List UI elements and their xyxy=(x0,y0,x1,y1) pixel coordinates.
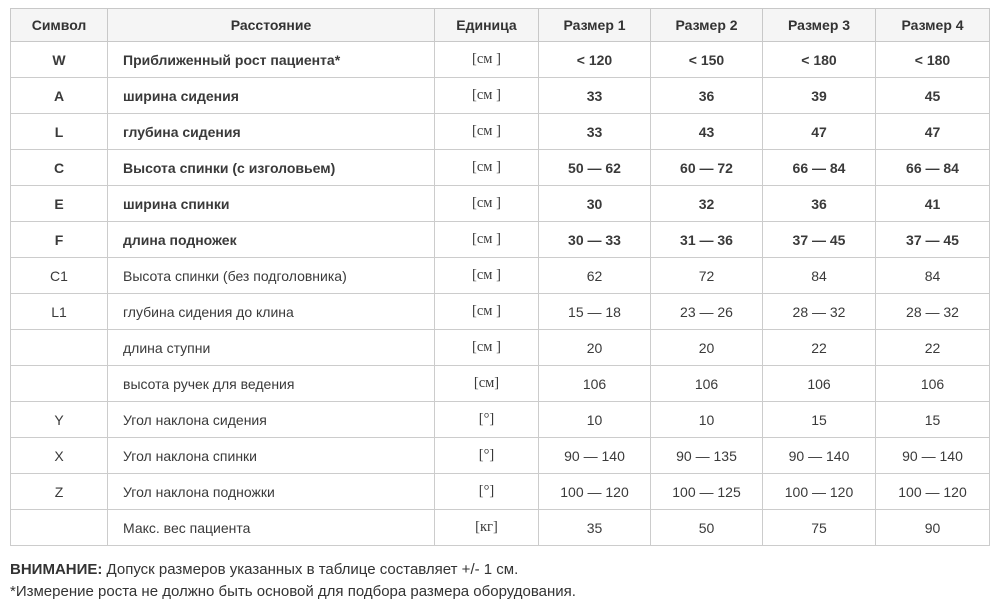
size-4-value-cell: 100 — 120 xyxy=(876,474,990,510)
distance-cell: Угол наклона подножки xyxy=(108,474,435,510)
table-body xyxy=(11,42,990,546)
size-1-value-cell: 106 xyxy=(539,366,651,402)
size-4-value-cell: 90 xyxy=(876,510,990,546)
distance-cell: ширина сидения xyxy=(108,78,435,114)
size-2-value-cell: 72 xyxy=(651,258,763,294)
column-header-symbol: Символ xyxy=(11,9,108,42)
distance-cell: Приближенный рост пациента* xyxy=(108,42,435,78)
column-header-size-3: Размер 3 xyxy=(763,9,876,42)
size-4-value-cell: 90 — 140 xyxy=(876,438,990,474)
table-row xyxy=(11,402,990,438)
column-header-distance: Расстояние xyxy=(108,9,435,42)
size-3-value-cell: < 180 xyxy=(763,42,876,78)
distance-cell: Угол наклона сидения xyxy=(108,402,435,438)
size-4-value-cell: 15 xyxy=(876,402,990,438)
table-row xyxy=(11,366,990,402)
size-2-value-cell: 90 — 135 xyxy=(651,438,763,474)
table-row xyxy=(11,438,990,474)
table-row xyxy=(11,330,990,366)
size-2-value-cell: 31 — 36 xyxy=(651,222,763,258)
size-1-value-cell: 20 xyxy=(539,330,651,366)
size-1-value-cell: 90 — 140 xyxy=(539,438,651,474)
size-3-value-cell: 36 xyxy=(763,186,876,222)
size-3-value-cell: 66 — 84 xyxy=(763,150,876,186)
distance-cell: глубина сидения xyxy=(108,114,435,150)
distance-cell: длина ступни xyxy=(108,330,435,366)
unit-cell: [см ] xyxy=(435,294,539,330)
size-2-value-cell: 106 xyxy=(651,366,763,402)
distance-cell: длина подножек xyxy=(108,222,435,258)
size-1-value-cell: 33 xyxy=(539,78,651,114)
size-1-value-cell: 10 xyxy=(539,402,651,438)
unit-cell: [см ] xyxy=(435,114,539,150)
symbol-cell: C1 xyxy=(11,258,108,294)
size-2-value-cell: 20 xyxy=(651,330,763,366)
unit-cell: [см ] xyxy=(435,222,539,258)
symbol-cell: F xyxy=(11,222,108,258)
size-4-value-cell: 84 xyxy=(876,258,990,294)
symbol-cell xyxy=(11,510,108,546)
note-line: *Измерение роста не должно быть основой для подбора размера оборудования. xyxy=(10,583,576,600)
warning-text: Допуск размеров указанных в таблице составляет +/- 1 см. xyxy=(102,561,519,578)
table-header-row xyxy=(11,9,990,42)
warning-line xyxy=(10,559,996,581)
unit-cell: [см ] xyxy=(435,78,539,114)
table-row xyxy=(11,42,990,78)
size-3-value-cell: 28 — 32 xyxy=(763,294,876,330)
size-4-value-cell: 45 xyxy=(876,78,990,114)
size-2-value-cell: 100 — 125 xyxy=(651,474,763,510)
size-2-value-cell: 50 xyxy=(651,510,763,546)
size-3-value-cell: 90 — 140 xyxy=(763,438,876,474)
size-2-value-cell: 32 xyxy=(651,186,763,222)
size-1-value-cell: 30 — 33 xyxy=(539,222,651,258)
unit-cell: [см ] xyxy=(435,186,539,222)
size-2-value-cell: 60 — 72 xyxy=(651,150,763,186)
table-row xyxy=(11,150,990,186)
unit-cell: [°] xyxy=(435,402,539,438)
size-3-value-cell: 15 xyxy=(763,402,876,438)
unit-cell: [кг] xyxy=(435,510,539,546)
size-1-value-cell: 30 xyxy=(539,186,651,222)
footnotes xyxy=(10,559,996,603)
size-4-value-cell: 22 xyxy=(876,330,990,366)
table-row xyxy=(11,78,990,114)
symbol-cell: L xyxy=(11,114,108,150)
size-4-value-cell: 37 — 45 xyxy=(876,222,990,258)
size-1-value-cell: 15 — 18 xyxy=(539,294,651,330)
size-3-value-cell: 84 xyxy=(763,258,876,294)
unit-cell: [см] xyxy=(435,366,539,402)
size-4-value-cell: < 180 xyxy=(876,42,990,78)
table-row xyxy=(11,258,990,294)
symbol-cell: X xyxy=(11,438,108,474)
column-header-size-2: Размер 2 xyxy=(651,9,763,42)
size-3-value-cell: 75 xyxy=(763,510,876,546)
table-row xyxy=(11,510,990,546)
symbol-cell xyxy=(11,366,108,402)
size-3-value-cell: 39 xyxy=(763,78,876,114)
table-row xyxy=(11,474,990,510)
size-4-value-cell: 28 — 32 xyxy=(876,294,990,330)
size-table xyxy=(10,8,990,546)
column-header-size-4: Размер 4 xyxy=(876,9,990,42)
size-1-value-cell: 50 — 62 xyxy=(539,150,651,186)
distance-cell: высота ручек для ведения xyxy=(108,366,435,402)
size-4-value-cell: 66 — 84 xyxy=(876,150,990,186)
size-3-value-cell: 100 — 120 xyxy=(763,474,876,510)
size-3-value-cell: 106 xyxy=(763,366,876,402)
size-4-value-cell: 41 xyxy=(876,186,990,222)
size-1-value-cell: 35 xyxy=(539,510,651,546)
size-2-value-cell: 10 xyxy=(651,402,763,438)
table-row xyxy=(11,294,990,330)
size-2-value-cell: < 150 xyxy=(651,42,763,78)
distance-cell: Высота спинки (без подголовника) xyxy=(108,258,435,294)
symbol-cell: A xyxy=(11,78,108,114)
warning-label: ВНИМАНИЕ: xyxy=(10,561,103,578)
size-3-value-cell: 22 xyxy=(763,330,876,366)
size-4-value-cell: 47 xyxy=(876,114,990,150)
symbol-cell xyxy=(11,330,108,366)
symbol-cell: E xyxy=(11,186,108,222)
size-1-value-cell: 100 — 120 xyxy=(539,474,651,510)
distance-cell: глубина сидения до клина xyxy=(108,294,435,330)
distance-cell: Высота спинки (с изголовьем) xyxy=(108,150,435,186)
unit-cell: [°] xyxy=(435,474,539,510)
unit-cell: [см ] xyxy=(435,150,539,186)
table-row xyxy=(11,186,990,222)
symbol-cell: Y xyxy=(11,402,108,438)
size-1-value-cell: < 120 xyxy=(539,42,651,78)
distance-cell: Угол наклона спинки xyxy=(108,438,435,474)
unit-cell: [°] xyxy=(435,438,539,474)
symbol-cell: L1 xyxy=(11,294,108,330)
unit-cell: [см ] xyxy=(435,330,539,366)
column-header-unit: Единица xyxy=(435,9,539,42)
size-2-value-cell: 36 xyxy=(651,78,763,114)
size-2-value-cell: 43 xyxy=(651,114,763,150)
table-row xyxy=(11,114,990,150)
size-3-value-cell: 37 — 45 xyxy=(763,222,876,258)
distance-cell: ширина спинки xyxy=(108,186,435,222)
symbol-cell: C xyxy=(11,150,108,186)
unit-cell: [см ] xyxy=(435,42,539,78)
size-1-value-cell: 62 xyxy=(539,258,651,294)
table-row xyxy=(11,222,990,258)
symbol-cell: Z xyxy=(11,474,108,510)
unit-cell: [см ] xyxy=(435,258,539,294)
distance-cell: Макс. вес пациента xyxy=(108,510,435,546)
size-2-value-cell: 23 — 26 xyxy=(651,294,763,330)
size-4-value-cell: 106 xyxy=(876,366,990,402)
size-3-value-cell: 47 xyxy=(763,114,876,150)
symbol-cell: W xyxy=(11,42,108,78)
size-1-value-cell: 33 xyxy=(539,114,651,150)
column-header-size-1: Размер 1 xyxy=(539,9,651,42)
